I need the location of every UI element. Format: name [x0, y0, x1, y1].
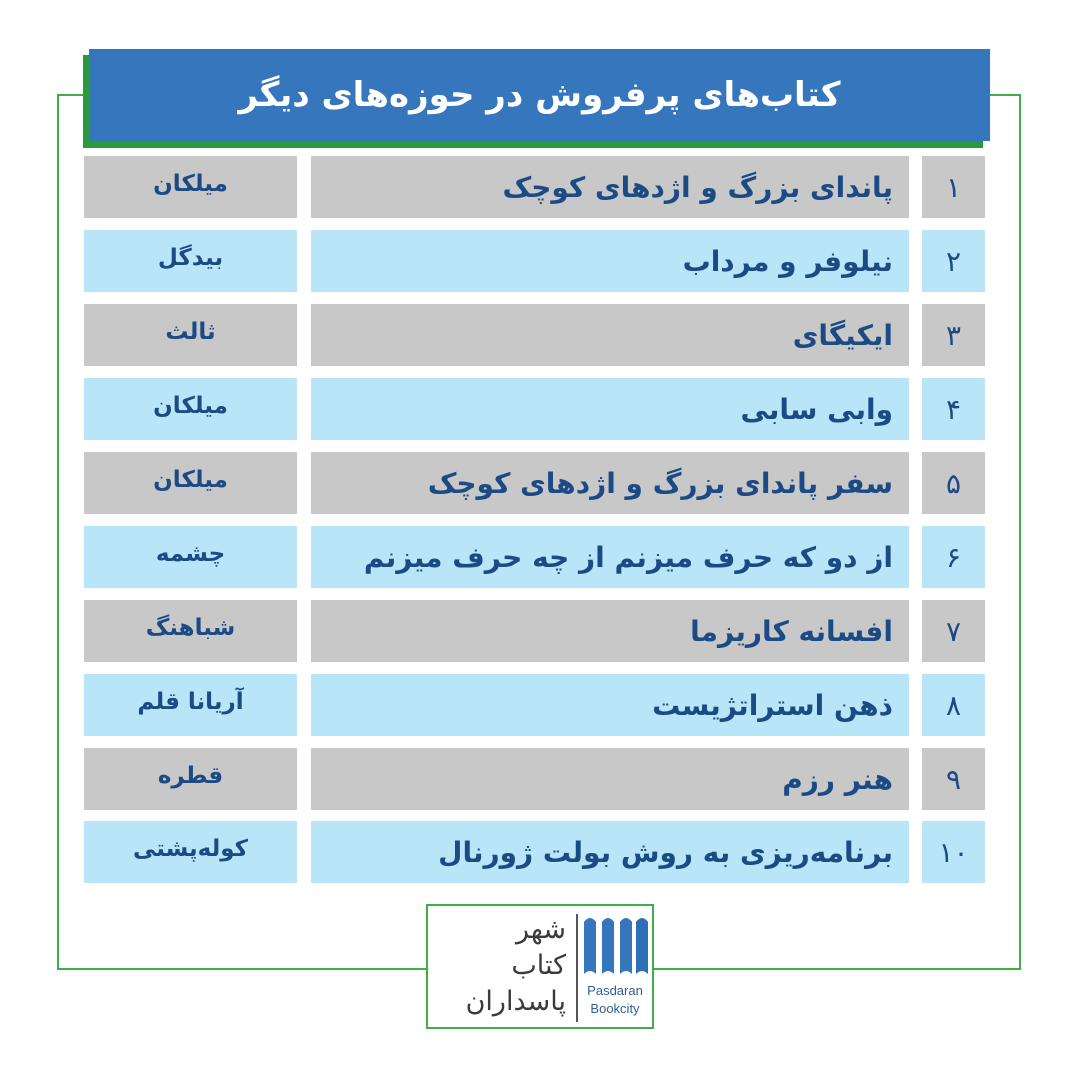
rank-cell: ۲	[922, 230, 985, 292]
publisher-cell: ثالث	[84, 304, 297, 366]
logo-line-2: کتاب	[511, 950, 566, 981]
rank-cell: ۳	[922, 304, 985, 366]
rank-cell: ۹	[922, 748, 985, 810]
page-title-text: کتاب‌های پرفروش در حوزه‌های دیگر	[238, 75, 841, 115]
logo-persian-text	[440, 912, 566, 1024]
publisher-cell: شباهنگ	[84, 600, 297, 662]
rank-cell: ۱	[922, 156, 985, 218]
book-title-cell: پاندای بزرگ و اژدهای کوچک	[311, 156, 909, 218]
table-row	[84, 452, 985, 514]
logo-english-text	[576, 982, 654, 1018]
publisher-cell: آریانا قلم	[84, 674, 297, 736]
rank-cell: ۵	[922, 452, 985, 514]
book-title-cell: هنر رزم	[311, 748, 909, 810]
logo-line-1: شهر	[516, 914, 566, 945]
rank-cell: ۷	[922, 600, 985, 662]
table-row	[84, 230, 985, 292]
publisher-cell: میلکان	[84, 378, 297, 440]
publisher-cell: بیدگل	[84, 230, 297, 292]
table-row	[84, 156, 985, 218]
rank-cell: ۱۰	[922, 821, 985, 883]
table-row	[84, 600, 985, 662]
rank-cell: ۶	[922, 526, 985, 588]
publisher-cell: میلکان	[84, 156, 297, 218]
publisher-cell: میلکان	[84, 452, 297, 514]
table-row	[84, 304, 985, 366]
publisher-cell: قطره	[84, 748, 297, 810]
book-title-cell: نیلوفر و مرداب	[311, 230, 909, 292]
rank-cell: ۴	[922, 378, 985, 440]
publisher-cell: کوله‌پشتی	[84, 821, 297, 883]
logo-en-line-1: Pasdaran	[587, 983, 643, 998]
book-title-cell: سفر پاندای بزرگ و اژدهای کوچک	[311, 452, 909, 514]
logo-en-line-2: Bookcity	[590, 1001, 640, 1016]
book-pages-icon	[570, 912, 654, 982]
rank-cell: ۸	[922, 674, 985, 736]
book-title-cell: وابی سابی	[311, 378, 909, 440]
publisher-cell: چشمه	[84, 526, 297, 588]
bookcity-logo	[426, 904, 654, 1029]
book-title-cell: ایکیگای	[311, 304, 909, 366]
book-title-cell: ذهن استراتژیست	[311, 674, 909, 736]
table-row	[84, 526, 985, 588]
table-row	[84, 821, 985, 883]
book-title-cell: افسانه کاریزما	[311, 600, 909, 662]
book-title-cell: برنامه‌ریزی به روش بولت ژورنال	[311, 821, 909, 883]
table-row	[84, 748, 985, 810]
table-row	[84, 674, 985, 736]
logo-line-3: پاسداران	[465, 986, 566, 1017]
table-row	[84, 378, 985, 440]
book-title-cell: از دو که حرف میزنم از چه حرف میزنم	[311, 526, 909, 588]
